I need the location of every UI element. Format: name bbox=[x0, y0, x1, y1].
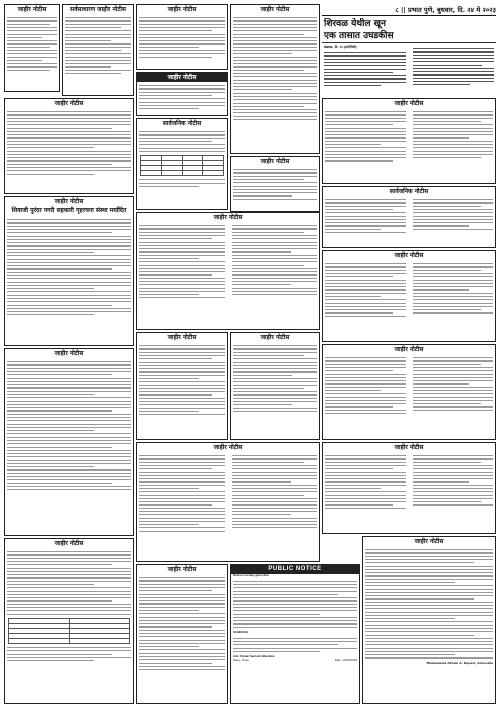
notice-center-long bbox=[136, 442, 320, 562]
notice-heading: जाहीर नोटीस bbox=[167, 566, 197, 573]
notice-heading: जाहीर नोटीस bbox=[167, 334, 197, 341]
newspaper-page bbox=[4, 4, 496, 704]
notice-heading: जाहीर नोटीस bbox=[17, 6, 47, 13]
notice-body bbox=[137, 82, 227, 112]
notice-body bbox=[63, 14, 133, 77]
notice-col5-top bbox=[230, 4, 320, 154]
notice-heading: जाहीर नोटीस bbox=[394, 346, 424, 353]
notice-heading: जाहीर नोटीस bbox=[394, 444, 424, 451]
society-title: शिवाजी पुरंदर नगरी सहकारी गृहरचना संस्था मर्यादित bbox=[11, 207, 127, 214]
notice-right-1 bbox=[322, 98, 496, 184]
public-notice-body bbox=[231, 578, 359, 631]
notice-col1-wide bbox=[4, 98, 134, 194]
notice-right-2 bbox=[322, 186, 496, 248]
article-shirwal bbox=[322, 18, 496, 96]
schedule-heading: SCHEDULE bbox=[233, 630, 249, 634]
notice-right-bottom bbox=[362, 536, 496, 704]
notice-center-lower bbox=[136, 332, 228, 440]
notice-body bbox=[5, 216, 133, 319]
masthead: ८ || प्रभात पुणे, बुधवार, दि. २४ मे २०२३ bbox=[322, 4, 496, 16]
notice-col5-lower bbox=[230, 332, 320, 440]
notice-body bbox=[137, 14, 227, 61]
notice-heading: जाहीर नोटीस bbox=[394, 252, 424, 259]
notice-heading: जाहीर नोटीस bbox=[54, 350, 84, 357]
notice-right-4 bbox=[322, 344, 496, 440]
notice-heading: सार्वजनिक नोटीस bbox=[162, 120, 202, 127]
public-notice-heading: PUBLIC NOTICE bbox=[231, 565, 359, 574]
public-notice bbox=[230, 564, 360, 704]
notice-col1-top bbox=[4, 4, 60, 92]
notice-center-table bbox=[136, 118, 228, 210]
article-col-1 bbox=[322, 45, 408, 89]
notice-heading: जाहीर नोटीस bbox=[260, 6, 290, 13]
notice-heading: जाहीर नोटीस bbox=[167, 6, 197, 13]
notice-heading: जाहीर नोटीस bbox=[54, 540, 84, 547]
notice-body bbox=[137, 342, 227, 418]
notice-heading: जाहीर नोटीस bbox=[260, 158, 290, 165]
notice-body bbox=[5, 14, 59, 74]
public-notice-lead: Notice is hereby given that bbox=[233, 573, 269, 577]
notice-heading: जाहीर नोटीस bbox=[213, 444, 243, 451]
notice-top-center bbox=[136, 4, 228, 70]
notice-col5-mid bbox=[230, 156, 320, 212]
notice-body bbox=[5, 108, 133, 178]
article-dateline: खंडाळा, दि. २३ (प्रतिनिधी) bbox=[324, 45, 357, 49]
notice-body bbox=[231, 166, 319, 203]
article-col-2 bbox=[411, 45, 497, 89]
notice-heading: जाहीर नोटीस bbox=[54, 198, 84, 205]
article-title-line1: शिरवळ येथील खून bbox=[324, 19, 387, 29]
notice-heading: जाहीर नोटीस bbox=[137, 73, 227, 82]
notice-heading: सार्वजनिक नोटीस bbox=[389, 188, 429, 195]
notice-society bbox=[4, 196, 134, 346]
notice-heading: सर्वसाधारण जाहीर नोटीस bbox=[70, 6, 126, 13]
notice-left-lower bbox=[4, 538, 134, 704]
notice-heading: जाहीर नोटीस bbox=[414, 538, 444, 545]
notice-body bbox=[137, 574, 227, 673]
notice-heading: जाहीर नोटीस bbox=[260, 334, 290, 341]
notice-body bbox=[5, 358, 133, 493]
notice-heading: जाहीर नोटीस bbox=[394, 100, 424, 107]
notice-right-5 bbox=[322, 442, 496, 534]
notice-body bbox=[231, 14, 319, 123]
advocate-signature: Mohammed Akram A. Depari, Advocate bbox=[426, 660, 493, 665]
notice-table bbox=[140, 155, 224, 176]
notice-center-wide bbox=[136, 212, 320, 330]
notice-table bbox=[8, 618, 130, 644]
notice-body bbox=[5, 548, 133, 618]
notice-sarvajanik bbox=[62, 4, 134, 96]
notice-center-inverse bbox=[136, 72, 228, 116]
notice-body bbox=[363, 546, 495, 662]
article-title-line2: एक तासात उघडकीस bbox=[322, 30, 496, 43]
notice-body bbox=[137, 128, 227, 155]
notice-right-3 bbox=[322, 250, 496, 342]
notice-heading: जाहीर नोटीस bbox=[54, 100, 84, 107]
notice-heading: जाहीर नोटीस bbox=[213, 214, 243, 221]
notice-body bbox=[231, 342, 319, 415]
advocate-name: Adv. Chetan Santosh Bhandare bbox=[233, 654, 275, 659]
notice-center-bottom bbox=[136, 564, 228, 704]
date-label: Date : 23/05/2023 bbox=[334, 657, 357, 662]
notice-left-long bbox=[4, 348, 134, 536]
place-label: Place : Pune bbox=[233, 657, 249, 662]
